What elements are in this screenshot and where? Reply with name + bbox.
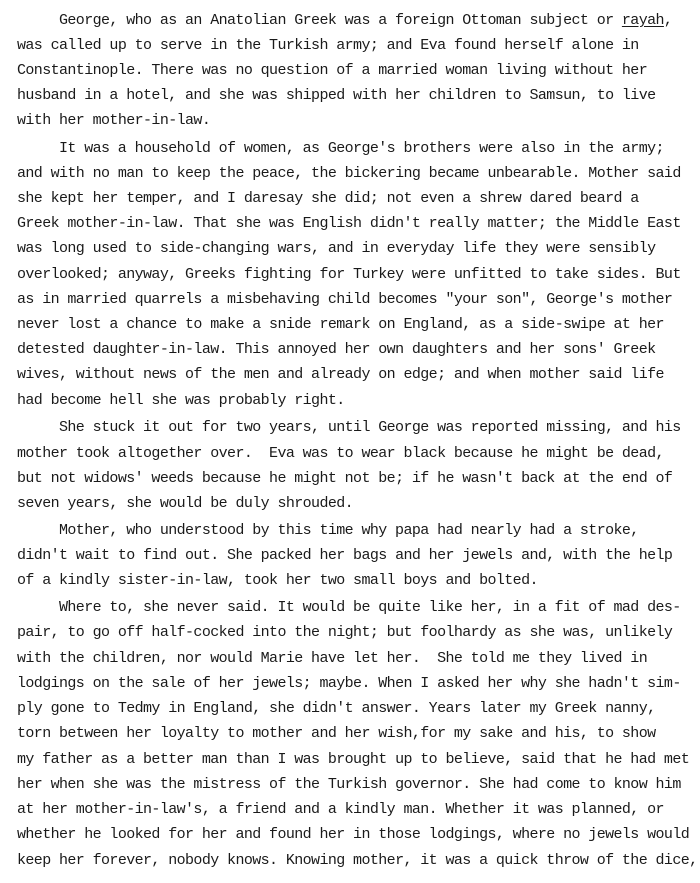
text-line: at her mother-in-law's, a friend and a kindly man. Whether it was planned, or [17,801,664,818]
text-line: Constantinople. There was no question of a married woman living without her [17,62,648,79]
text-line: Mother, who understood by this time why papa had nearly had a stroke, [59,522,639,539]
text-line: overlooked; anyway, Greeks fighting for Turkey were unfitted to take sides. But [17,266,681,283]
text-line: was called up to serve in the Turkish army; and Eva found herself alone in [17,37,639,54]
text-run: , [663,12,673,29]
text-line: ply gone to Tedmy in England, she didn't answer. Years later my Greek nanny, [17,700,656,717]
text-line: mother took altogether over. Eva was to wear black because he might be dead, [17,445,664,462]
text-line: seven years, she would be duly shrouded. [17,495,354,512]
text-line: but not widows' weeds because he might not be; if he wasn't back at the end of [17,470,673,487]
text-line: keep her forever, nobody knows. Knowing mother, it was a quick throw of the dice, [17,852,698,869]
text-line: wives, without news of the men and already on edge; and when mother said life [17,366,664,383]
text-run: George, who as an Anatolian Greek was a foreign Ottoman subject or [59,12,622,29]
text-line: husband in a hotel, and she was shipped with her children to Samsun, to live [17,87,656,104]
text-line: her when she was the mistress of the Turkish governor. She had come to know him [17,776,681,793]
text-line: my father as a better man than I was brought up to believe, said that he had met [17,751,690,768]
text-line: torn between her loyalty to mother and her wish,for my sake and his, to show [17,725,656,742]
text-line: She stuck it out for two years, until George was reported missing, and his [59,419,681,436]
text-line: and with no man to keep the peace, the bickering became unbearable. Mother said [17,165,681,182]
text-line: of a kindly sister-in-law, took her two small boys and bolted. [17,572,538,589]
underlined-word: rayah [621,12,664,29]
text-line [59,12,672,30]
text-line: Where to, she never said. It would be quite like her, in a fit of mad des- [59,599,681,616]
text-line: Greek mother-in-law. That she was English didn't really matter; the Middle East [17,215,681,232]
text-line: as in married quarrels a misbehaving child becomes "your son", George's mother [17,291,673,308]
text-line: lodgings on the sale of her jewels; maybe. When I asked her why she hadn't sim- [17,675,681,692]
text-line: never lost a chance to make a snide remark on England, as a side-swipe at her [17,316,664,333]
text-line: whether he looked for her and found her in those lodgings, where no jewels would [17,826,690,843]
text-line: didn't wait to find out. She packed her bags and her jewels and, with the help [17,547,673,564]
text-line: was long used to side-changing wars, and in everyday life they were sensibly [17,240,656,257]
text-line: with the children, nor would Marie have let her. She told me they lived in [17,650,648,667]
text-line: with her mother-in-law. [17,112,211,129]
text-line: she kept her temper, and I daresay she did; not even a shrew dared beard a [17,190,639,207]
text-line: pair, to go off half-cocked into the night; but foolhardy as she was, unlikely [17,624,673,641]
text-line: detested daughter-in-law. This annoyed her own daughters and her sons' Greek [17,341,656,358]
text-line: It was a household of women, as George's brothers were also in the army; [59,140,664,157]
text-line: had become hell she was probably right. [17,392,345,409]
